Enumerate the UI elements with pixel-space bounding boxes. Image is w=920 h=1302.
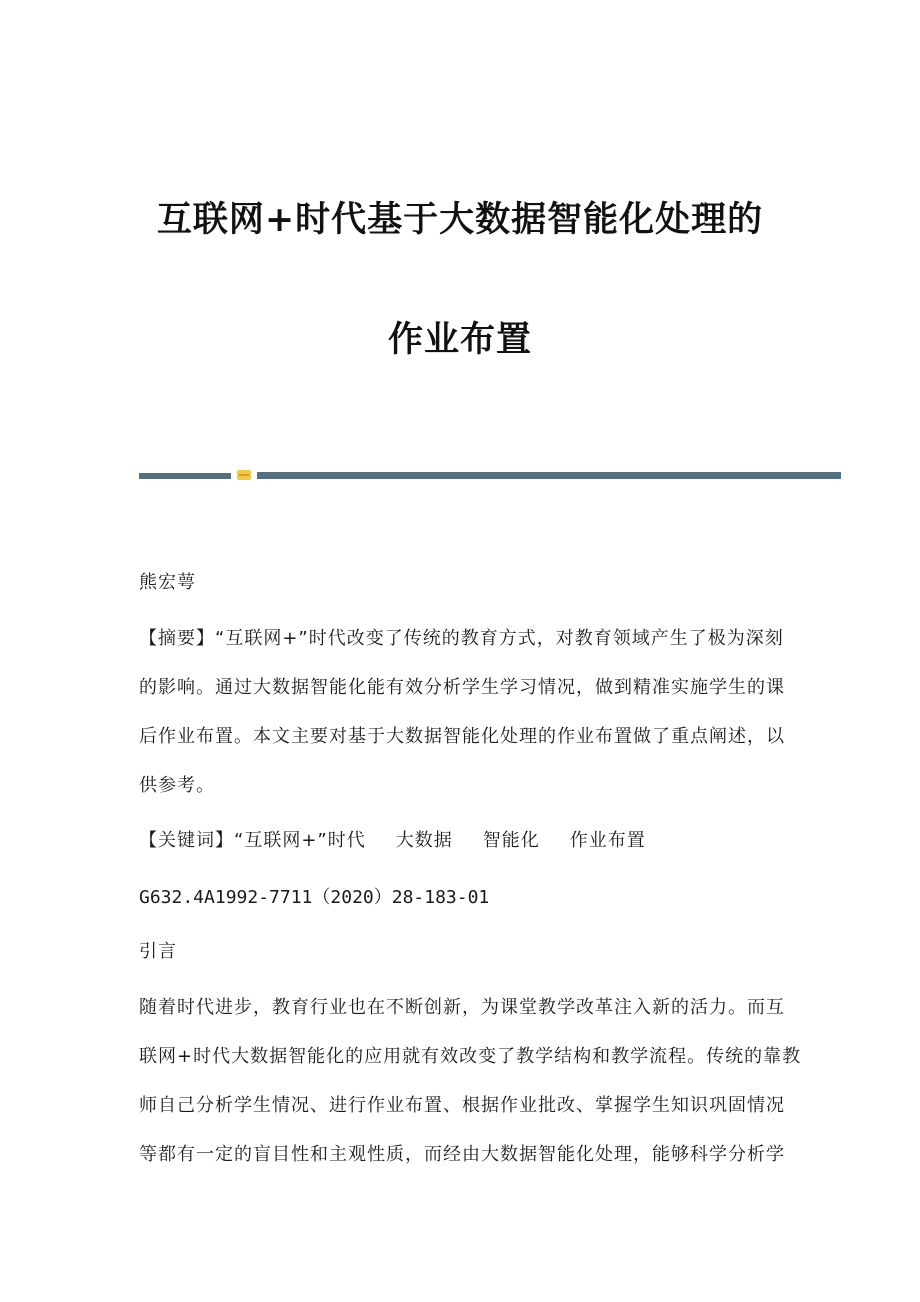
body-line-1: 随着时代进步，教育行业也在不断创新，为课堂教学改革注入新的活力。而互: [139, 997, 785, 1018]
divider-left-bar: [139, 473, 231, 479]
divider-emblem-icon: [237, 470, 251, 480]
body-line-3: 师自己分析学生情况、进行作业布置、根据作业批改、掌握学生知识巩固情况: [139, 1095, 785, 1116]
keyword-item: “互联网+”时代: [234, 830, 366, 851]
abstract-line-1: 【摘要】“互联网+”时代改变了传统的教育方式，对教育领域产生了极为深刻: [139, 628, 784, 649]
author-name: 熊宏萼: [139, 572, 196, 593]
divider-right-bar: [257, 472, 841, 479]
body-line-2: 联网+时代大数据智能化的应用就有效改变了教学结构和教学流程。传统的靠教: [139, 1046, 802, 1067]
body-line-4: 等都有一定的盲目性和主观性质，而经由大数据智能化处理，能够科学分析学: [139, 1144, 785, 1165]
abstract-line-2: 的影响。通过大数据智能化能有效分析学生学习情况，做到精准实施学生的课: [139, 677, 785, 698]
keyword-item: 作业布置: [569, 830, 646, 851]
paper-title-line-2: 作业布置: [387, 319, 532, 360]
abstract-line-3: 后作业布置。本文主要对基于大数据智能化处理的作业布置做了重点阐述，以: [139, 726, 785, 747]
keywords-label: 【关键词】: [139, 830, 234, 851]
keyword-item: 智能化: [482, 830, 540, 851]
title-divider: [139, 470, 841, 481]
classification-code: G632.4A1992-7711（2020）28-183-01: [139, 887, 490, 908]
section-heading-introduction: 引言: [139, 941, 177, 962]
keyword-item: 大数据: [395, 830, 453, 851]
paper-title-line-1: 互联网+时代基于大数据智能化处理的: [156, 199, 764, 240]
keywords-line: [139, 826, 646, 852]
abstract-line-4: 供参考。: [139, 775, 215, 796]
